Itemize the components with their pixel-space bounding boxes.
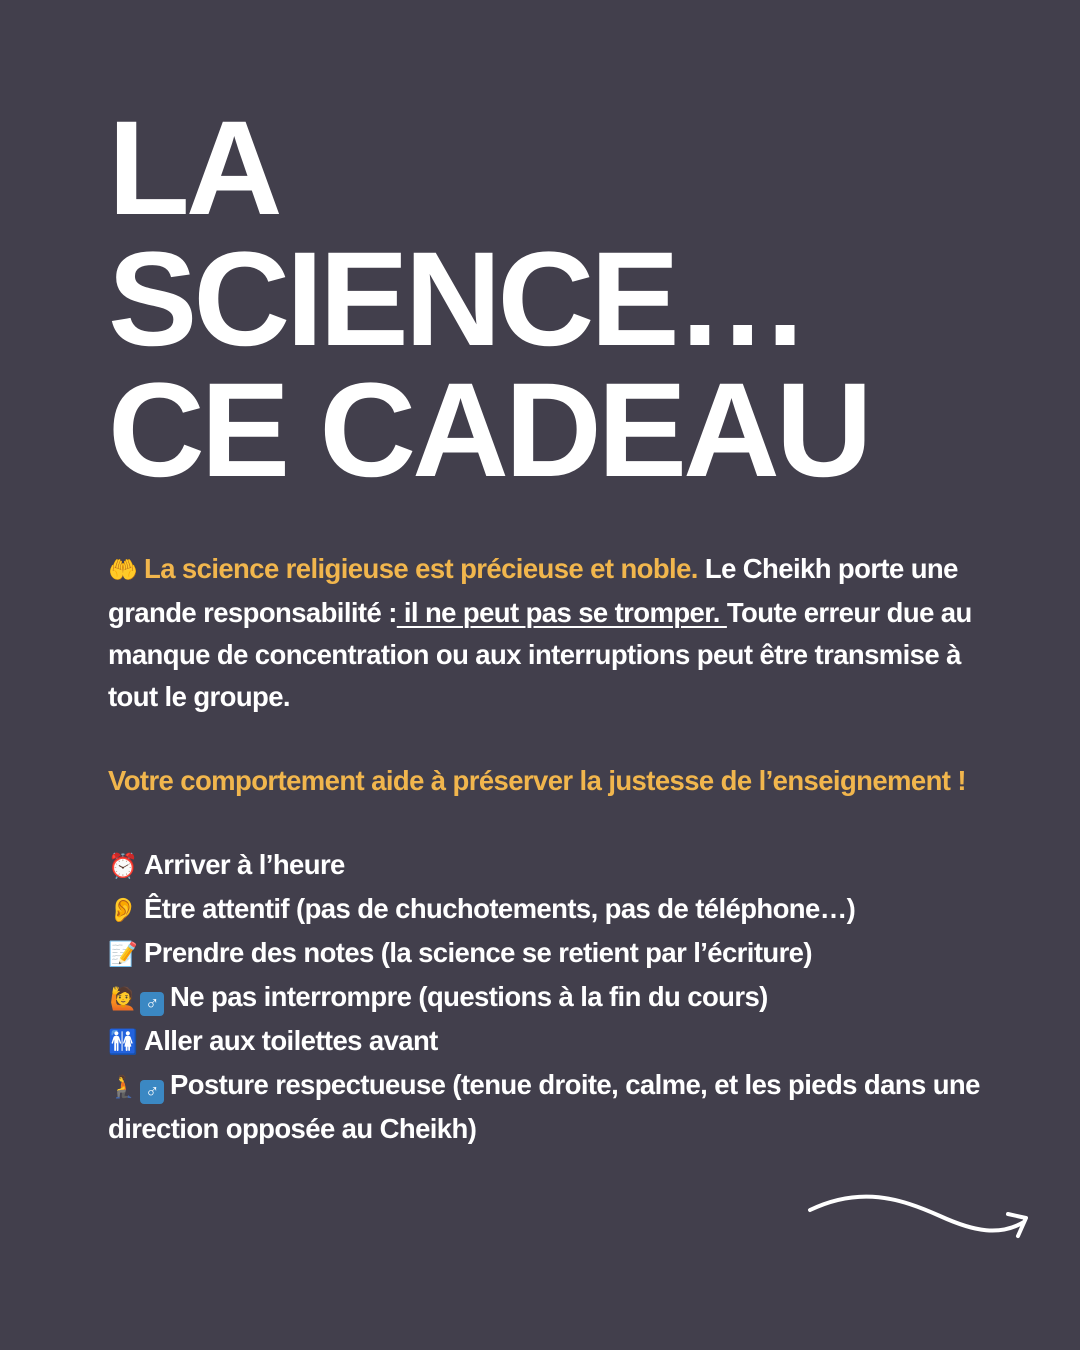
intro-paragraph: [108, 548, 988, 718]
memo-icon: 📝: [108, 941, 138, 968]
rule-text: Posture respectueuse (tenue droite, calme, et les pieds dans une direction opposée au Cheikh): [108, 1069, 980, 1144]
intro-highlight: La science religieuse est précieuse et noble.: [144, 553, 698, 584]
rule-text: Prendre des notes (la science se retient par l’écriture): [144, 937, 812, 968]
rule-text: Arriver à l’heure: [144, 849, 345, 880]
title-line-2: SCIENCE…: [108, 225, 806, 374]
rule-item: [108, 976, 988, 1020]
person-kneeling-icon: 🧎: [109, 1074, 137, 1099]
rule-text: Aller aux toilettes avant: [144, 1025, 438, 1056]
intro-underlined: il ne peut pas se tromper.: [396, 597, 727, 628]
main-content: [108, 548, 988, 1150]
alarm-clock-icon: ⏰: [108, 853, 138, 880]
restroom-icon: 🚻: [108, 1029, 138, 1056]
callout-text: Votre comportement aide à préserver la justesse de l’enseignement !: [108, 765, 966, 796]
rule-text: Ne pas interrompre (questions à la fin du cours): [170, 981, 768, 1012]
page-title: [108, 94, 869, 505]
rule-item: [108, 1020, 988, 1064]
male-sign-icon: ♂: [140, 992, 164, 1016]
person-raising-hand-icon: 🙋: [109, 986, 137, 1011]
ear-icon: 👂: [108, 897, 138, 924]
intro-text-1: Le Cheikh porte une grande responsabilité :: [108, 553, 958, 628]
rule-item: [108, 844, 988, 888]
rule-text: Être attentif (pas de chuchotements, pas de téléphone…): [144, 893, 856, 924]
rule-item: [108, 888, 988, 932]
raising-hands-icon: 🤲: [108, 557, 138, 584]
rule-item: [108, 932, 988, 976]
intro-text-2: Toute erreur due au manque de concentration ou aux interruptions peut être transmise à tout le groupe.: [108, 597, 972, 712]
title-line-1: LA: [108, 94, 279, 243]
swipe-arrow-icon[interactable]: [800, 1188, 1040, 1258]
rule-item: [108, 1064, 988, 1150]
male-sign-icon: ♂: [140, 1080, 164, 1104]
title-line-3: CE CADEAU: [108, 356, 869, 505]
